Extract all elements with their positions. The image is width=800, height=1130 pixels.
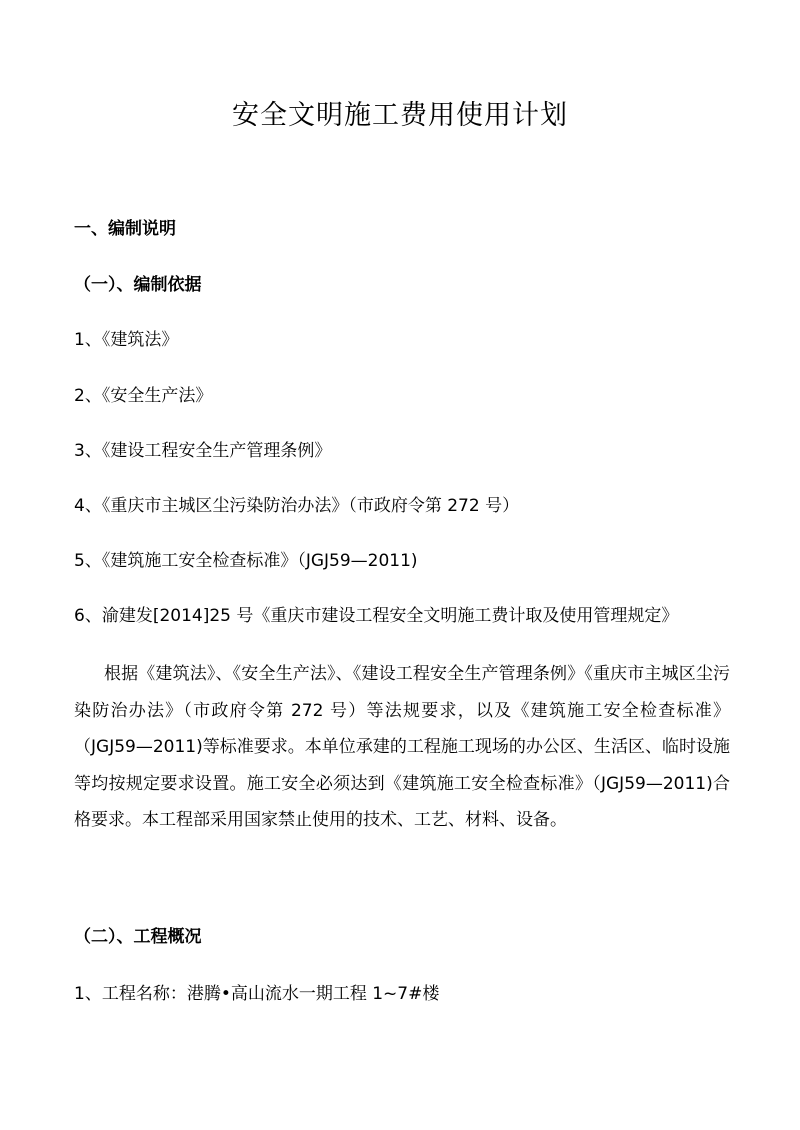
subsection-heading-basis: （一）、编制依据 <box>74 275 202 295</box>
body-paragraph: 根据《建筑法》、《安全生产法》、《建设工程安全生产管理条例》《重庆市主城区尘污染防治办法》（市政府令第 272 号）等法规要求，以及《建筑施工安全检查标准》（JGJ59—2011)等标准要求。本单位承建的工程施工现场的办公区、生活区、临时设施等均按规定要求设置。施工安全必须达到《建筑施工安全检查标准》（JGJ59—2011)合格要求。本工程部采用国家禁止使用的技术、工艺、材料、设备。 <box>74 664 730 831</box>
basis-item: 3、《建设工程安全生产管理条例》 <box>74 441 332 461</box>
basis-item: 1、《建筑法》 <box>74 330 179 350</box>
subsection-heading-project-overview: （二）、工程概况 <box>74 927 202 947</box>
document-title: 安全文明施工费用使用计划 <box>232 100 568 131</box>
basis-item: 6、渝建发[2014]25 号《重庆市建设工程安全文明施工费计取及使用管理规定》 <box>74 606 679 626</box>
section-heading-compilation-notes: 一、编制说明 <box>74 219 176 239</box>
basis-item: 5、《建筑施工安全检查标准》（JGJ59—2011) <box>74 551 418 571</box>
overview-item: 1、工程名称：港腾•高山流水一期工程 1~7#楼 <box>74 984 440 1004</box>
basis-item: 2、《安全生产法》 <box>74 386 213 406</box>
basis-item: 4、《重庆市主城区尘污染防治办法》（市政府令第 272 号） <box>74 496 520 516</box>
